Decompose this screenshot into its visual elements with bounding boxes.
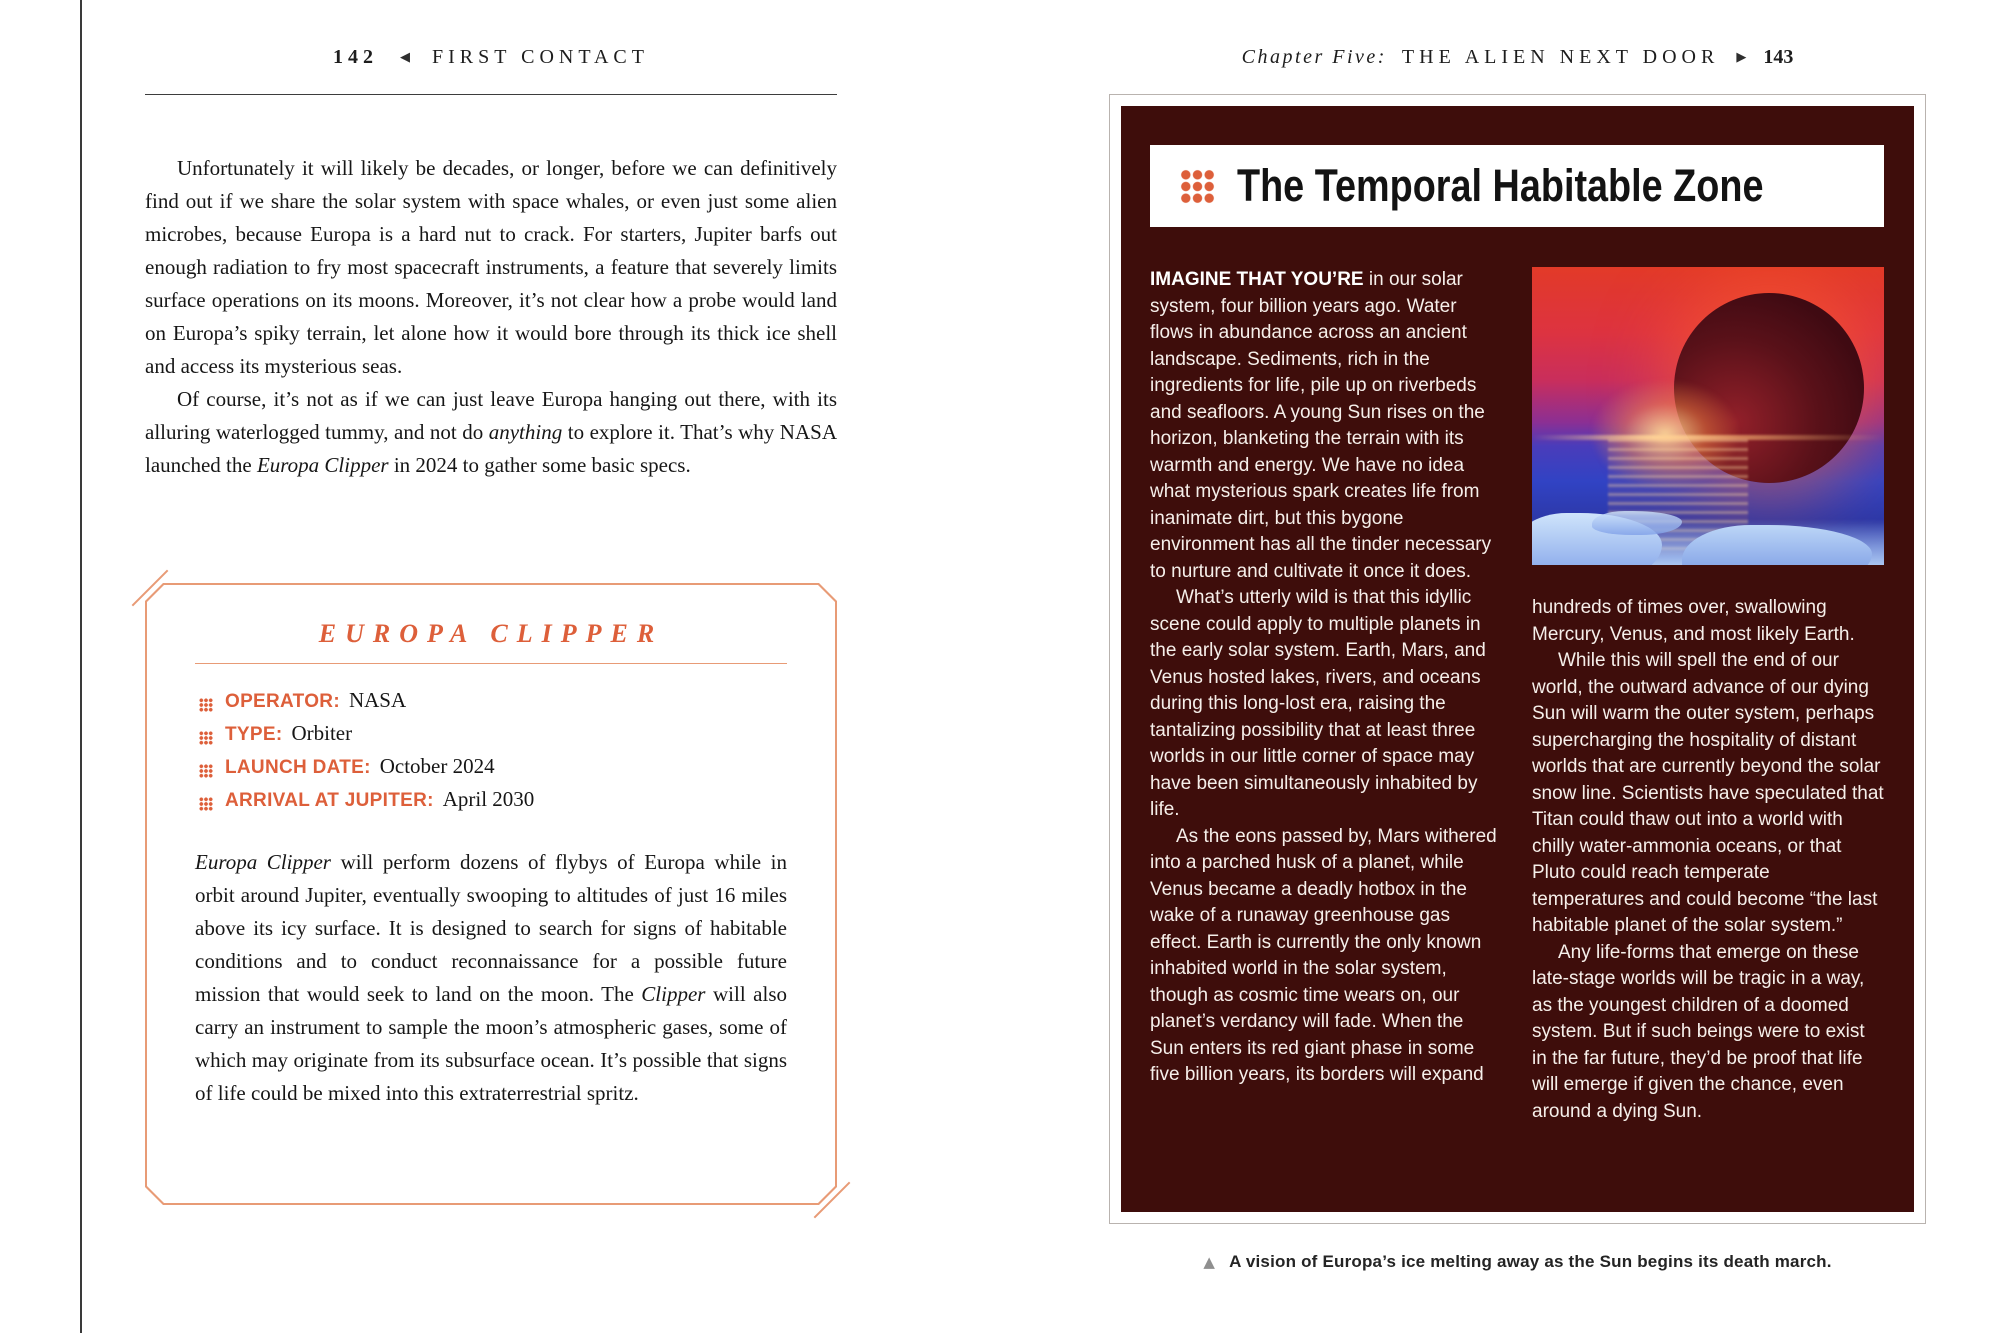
left-running-header bbox=[145, 46, 837, 69]
right-page-number: 143 bbox=[1763, 46, 1794, 68]
dots-bullet-icon bbox=[199, 797, 213, 811]
spec-label: OPERATOR: bbox=[225, 691, 340, 712]
dots-bullet-icon bbox=[199, 731, 213, 745]
feature-box-frame bbox=[1109, 94, 1926, 1224]
feature-column-left bbox=[1150, 267, 1502, 1089]
red-giant-sunset-image bbox=[1532, 267, 1884, 565]
feature-paragraph: hundreds of times over, swallowing Mercury, Venus, and most likely Earth. bbox=[1532, 597, 1855, 645]
right-page bbox=[1109, 0, 1926, 1333]
spec-label: ARRIVAL AT JUPITER: bbox=[225, 790, 434, 811]
feature-box bbox=[1121, 106, 1914, 1212]
feature-title: The Temporal Habitable Zone bbox=[1237, 160, 1764, 211]
infobox-title: EUROPA CLIPPER bbox=[318, 619, 664, 648]
ice-floe-shape bbox=[1592, 511, 1682, 535]
feature-paragraph: As the eons passed by, Mars withered into a parched husk of a planet, while Venus became a deadly hotbox in the wake of a runaway greenhouse gas effect. Earth is currently the only known inhabited world in the solar system, though as cosmic time wears on, our planet’s verdancy will fade. When the Sun enters its red giant phase in some five billion years, its borders will expand bbox=[1150, 825, 1497, 1085]
right-arrow-icon: ▶ bbox=[1736, 50, 1747, 65]
spec-row bbox=[199, 688, 787, 721]
feature-title-band bbox=[1150, 145, 1884, 227]
left-arrow-icon: ◀ bbox=[400, 50, 411, 65]
infobox-body: Europa Clipper will perform dozens of flybys of Europa while in orbit around Jupiter, eventually swooping to altitudes of just 16 miles above its icy surface. It is designed to search for signs of habitable conditions and to conduct reconnaissance for a possible future mission that would seek to land on the moon. The Clipper will also carry an instrument to sample the moon’s atmospheric gases, some of which may originate from its subsurface ocean. It’s possible that signs of life could be mixed into this extraterrestrial spritz. bbox=[195, 850, 787, 1105]
dots-grid-icon bbox=[1180, 169, 1215, 204]
page-edge-rule bbox=[80, 0, 82, 1333]
right-running-header bbox=[1109, 46, 1926, 69]
spec-list bbox=[195, 688, 787, 820]
spec-value: NASA bbox=[348, 688, 407, 712]
europa-clipper-infobox bbox=[145, 583, 837, 1205]
dots-bullet-icon bbox=[199, 764, 213, 778]
feature-paragraph: While this will spell the end of our world, the outward advance of our dying Sun will warm the outer system, perhaps supercharging the hospitality of distant worlds that are currently beyond the solar snow line. Scientists have speculated that Titan could thaw out into a world with chilly water-ammonia oceans, or that Pluto could reach temperate temperatures and could become “the last habitable planet of the solar system.” bbox=[1532, 650, 1884, 936]
feature-paragraph: Any life-forms that emerge on these late-stage worlds will be tragic in a way, as the youngest children of a doomed system. But if such beings were to exist in the far future, they’d be proof that life will emerge if given the chance, even around a dying Sun. bbox=[1532, 941, 1865, 1122]
spec-row bbox=[199, 754, 787, 787]
header-rule bbox=[145, 94, 837, 95]
left-page-number: 142 bbox=[333, 46, 379, 68]
feature-column-right bbox=[1532, 267, 1884, 1125]
feature-paragraph: IMAGINE THAT YOU’RE in our solar system, four billion years ago. Water flows in abundance across an ancient landscape. Sediments, rich in the ingredients for life, pile up on riverbeds and seafloors. A young Sun rises on the horizon, blanketing the terrain with its warmth and energy. We have no idea what mysterious spark creates life from inanimate dirt, but this bygone environment has all the tinder necessary to nurture and cultivate it once it does. bbox=[1150, 269, 1492, 582]
caption-text: A vision of Europa’s ice melting away as the Sun begins its death march. bbox=[1229, 1252, 1832, 1271]
left-body-text bbox=[145, 152, 837, 482]
image-caption bbox=[1109, 1252, 1926, 1272]
left-page bbox=[145, 0, 837, 1333]
dots-bullet-icon bbox=[199, 698, 213, 712]
spec-row bbox=[199, 787, 787, 820]
spec-value: October 2024 bbox=[379, 754, 495, 778]
spec-label: TYPE: bbox=[225, 724, 283, 745]
right-running-title: THE ALIEN NEXT DOOR bbox=[1401, 46, 1720, 68]
spec-label: LAUNCH DATE: bbox=[225, 757, 371, 778]
infobox-title-rule bbox=[195, 663, 787, 664]
body-paragraph: Unfortunately it will likely be decades, or longer, before we can definitively find out if we share the solar system with space whales, or even just some alien microbes, because Europa is a hard nut to crack. For starters, Jupiter barfs out enough radiation to fry most spacecraft instruments, a feature that severely limits surface operations on its moons. Moreover, it’s not clear how a probe would land on Europa’s spiky terrain, let alone how it would bore through its thick ice shell and access its mysterious seas. bbox=[145, 156, 837, 378]
body-paragraph: Of course, it’s not as if we can just leave Europa hanging out there, with its alluring waterlogged tummy, and not do anything to explore it. That’s why NASA launched the Europa Clipper in 2024 to gather some basic specs. bbox=[145, 387, 837, 477]
left-running-title: FIRST CONTACT bbox=[432, 46, 649, 68]
spec-value: Orbiter bbox=[291, 721, 353, 745]
caption-triangle-icon: ▲ bbox=[1203, 1253, 1216, 1271]
spec-row bbox=[199, 721, 787, 754]
spec-value: April 2030 bbox=[442, 787, 535, 811]
chapter-label: Chapter Five: bbox=[1241, 46, 1387, 68]
infobox-content bbox=[147, 585, 835, 1203]
feature-paragraph: What’s utterly wild is that this idyllic scene could apply to multiple planets in the early solar system. Earth, Mars, and Venus hosted lakes, rivers, and oceans during this long-lost era, raising the tantalizing possibility that at least three worlds in our little corner of space may have been simultaneously inhabited by life. bbox=[1150, 587, 1486, 820]
